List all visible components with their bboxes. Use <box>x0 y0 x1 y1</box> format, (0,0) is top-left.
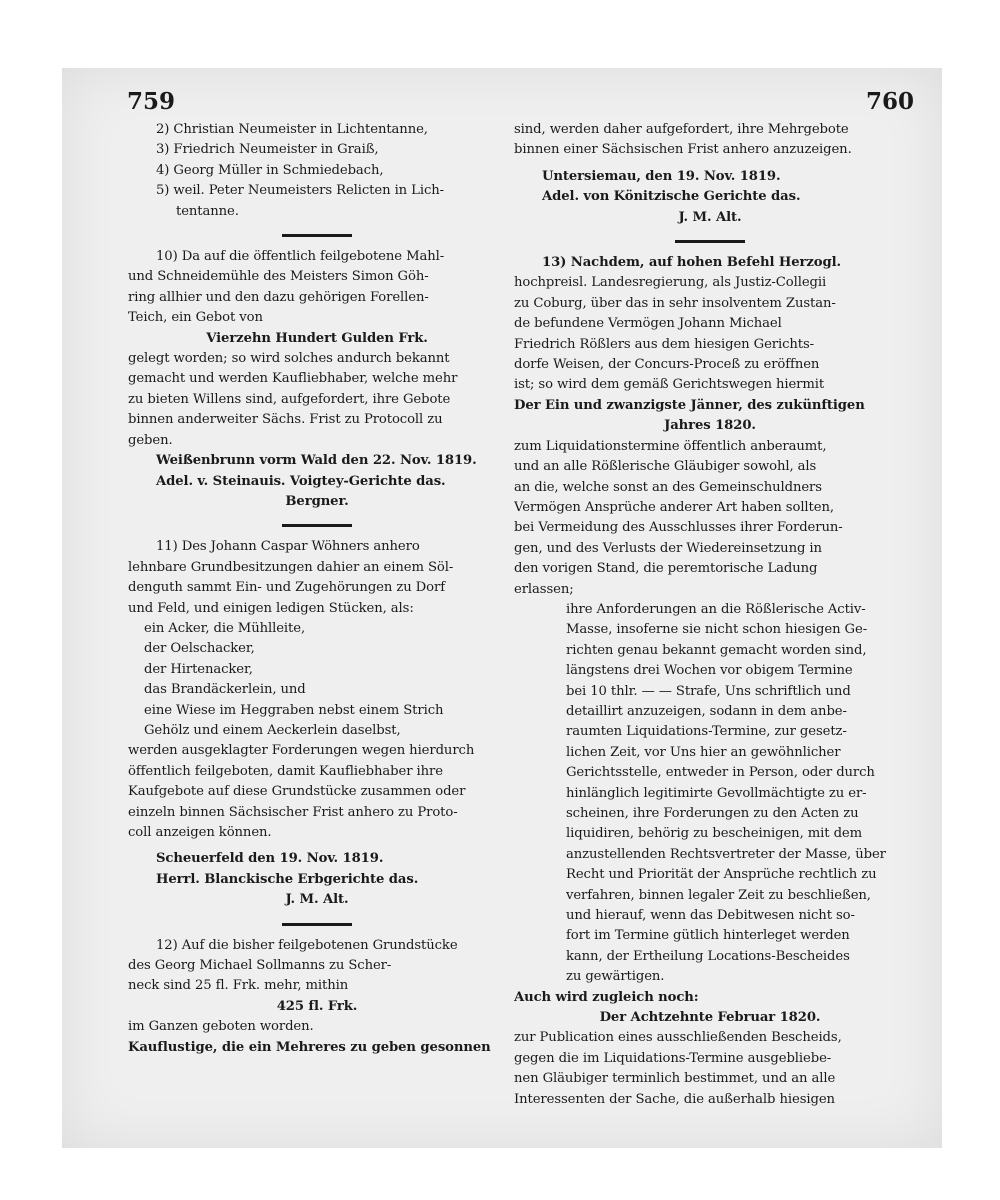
notice-line: bei Vermeidung des Ausschlusses ihrer Forderun- <box>514 520 843 536</box>
court-name: Adel. von Könitzische Gerichte das. <box>542 189 801 205</box>
summons-line: hinlänglich legitimirte Gevollmächtigte zu er- <box>566 785 867 801</box>
notice-11 <box>128 537 506 910</box>
notice-line: 12) Auf die bisher feilgebotenen Grundstücke <box>156 937 458 953</box>
notice-line: den vorigen Stand, die peremtorische Ladung <box>514 561 818 577</box>
summons-line: ihre Anforderungen an die Rößlerische Activ- <box>566 601 866 617</box>
list-item: tentanne. <box>176 203 239 219</box>
signature: J. M. Alt. <box>678 209 742 225</box>
notice-line: 11) Des Johann Caspar Wöhners anhero <box>156 539 420 555</box>
notice-line: Friedrich Rößlers aus dem hiesigen Gerichts- <box>514 336 815 352</box>
summons-line: Recht und Priorität der Ansprüche rechtlich zu <box>566 867 877 883</box>
notice-line: zur Publication eines ausschließenden Bescheids, <box>514 1030 842 1046</box>
notice-line: werden ausgeklagter Forderungen wegen hierdurch <box>128 743 475 759</box>
summons-line: lichen Zeit, vor Uns hier an gewöhnlicher <box>566 744 841 760</box>
summons-block <box>514 600 906 988</box>
place-date: Untersiemau, den 19. Nov. 1819. <box>542 168 781 184</box>
notice-line: Teich, ein Gebot von <box>128 310 263 326</box>
section-divider <box>282 524 352 527</box>
notice-line: de befundene Vermögen Johann Michael <box>514 316 782 332</box>
place-date: Weißenbrunn vorm Wald den 22. Nov. 1819. <box>156 453 477 469</box>
left-column <box>128 120 506 1058</box>
notice-line: einzeln binnen Sächsischer Frist anhero zu Proto- <box>128 804 458 820</box>
notice-line: gen, und des Verlusts der Wiedereinsetzung in <box>514 540 822 556</box>
right-column <box>514 120 906 1110</box>
list-item: 2) Christian Neumeister in Lichtentanne, <box>156 122 428 137</box>
notice-line: gelegt worden; so wird solches andurch bekannt <box>128 351 450 367</box>
notice-line: 10) Da auf die öffentlich feilgebotene Mahl- <box>156 249 445 265</box>
place-date: Scheuerfeld den 19. Nov. 1819. <box>156 851 384 867</box>
notice-line: lehnbare Grundbesitzungen dahier an einem Söl- <box>128 559 454 575</box>
page-number-left: 759 <box>127 88 176 115</box>
section-divider <box>282 234 352 237</box>
notice-line: Interessenten der Sache, die außerhalb hiesigen <box>514 1091 835 1107</box>
court-name: Herrl. Blanckische Erbgerichte das. <box>156 871 419 887</box>
notice-line: Auch wird zugleich noch: <box>514 989 699 1005</box>
notice-line: ring allhier und den dazu gehörigen Forellen- <box>128 289 429 305</box>
notice-line: und an alle Rößlerische Gläubiger sowohl, als <box>514 459 817 475</box>
heirs-list <box>128 120 506 222</box>
notice-line: Gehölz und einem Aeckerlein daselbst, <box>144 722 401 738</box>
summons-line: Gerichtsstelle, entweder in Person, oder durch <box>566 765 875 781</box>
summons-line: raumten Liquidations-Termine, zur gesetz- <box>566 724 847 740</box>
notice-line: Kaufgebote auf diese Grundstücke zusammen oder <box>128 784 466 800</box>
notice-line: coll anzeigen können. <box>128 825 272 840</box>
term-date-2: Der Achtzehnte Februar 1820. <box>599 1010 821 1026</box>
property-item: der Oelschacker, <box>144 641 255 657</box>
notice-line: dorfe Weisen, der Concurs-Proceß zu eröffnen <box>514 357 820 373</box>
notice-line: sind, werden daher aufgefordert, ihre Mehrgebote <box>514 122 849 137</box>
summons-line: liquidiren, behörig zu bescheinigen, mit dem <box>566 826 863 842</box>
list-item: 4) Georg Müller in Schmiedebach, <box>156 162 384 178</box>
notice-line: im Ganzen geboten worden. <box>128 1019 314 1035</box>
page-number-right: 760 <box>866 88 915 115</box>
summons-line: fort im Termine gütlich hinterleget werden <box>566 928 850 944</box>
summons-line: Masse, insoferne sie nicht schon hiesigen Ge- <box>566 622 868 638</box>
property-item: das Brandäckerlein, und <box>144 682 306 698</box>
notice-line: Kauflustige, die ein Mehreres zu geben gesonnen <box>128 1039 491 1055</box>
summons-line: verfahren, binnen legaler Zeit zu beschließen, <box>566 887 871 903</box>
notice-continuation <box>514 120 906 228</box>
notice-10 <box>128 247 506 512</box>
notice-line: neck sind 25 fl. Frk. mehr, mithin <box>128 978 349 994</box>
notice-line: an die, welche sonst an des Gemeinschuldners <box>514 479 822 495</box>
term-date: Der Ein und zwanzigste Jänner, des zukünftigen <box>514 397 865 413</box>
notice-line: ist; so wird dem gemäß Gerichtswegen hiermit <box>514 377 825 393</box>
court-name: Adel. v. Steinauis. Voigtey-Gerichte das. <box>156 473 446 489</box>
notice-line: und Feld, und einigen ledigen Stücken, als: <box>128 600 414 616</box>
notice-line: öffentlich feilgeboten, damit Kaufliebhaber ihre <box>128 763 443 779</box>
notice-line: Vermögen Ansprüche anderer Art haben sollten, <box>514 499 834 515</box>
list-item: 3) Friedrich Neumeister in Graiß, <box>156 142 379 158</box>
notice-line: denguth sammt Ein- und Zugehörungen zu Dorf <box>128 580 445 596</box>
notice-line: und Schneidemühle des Meisters Simon Göh- <box>128 269 429 285</box>
notice-line: des Georg Michael Sollmanns zu Scher- <box>128 958 392 974</box>
summons-line: richten genau bekannt gemacht worden sind, <box>566 642 867 658</box>
bid-amount: Vierzehn Hundert Gulden Frk. <box>206 330 428 346</box>
signature: J. M. Alt. <box>285 892 349 908</box>
list-item: 5) weil. Peter Neumeisters Relicten in Lich- <box>156 183 444 199</box>
summons-line: detaillirt anzuzeigen, sodann in dem anbe- <box>566 703 847 719</box>
summons-line: längstens drei Wochen vor obigem Termine <box>566 663 853 679</box>
term-year: Jahres 1820. <box>664 418 756 434</box>
notice-line: erlassen; <box>514 581 574 597</box>
property-item: ein Acker, die Mühlleite, <box>144 620 306 636</box>
notice-line: eine Wiese im Heggraben nebst einem Strich <box>144 702 444 718</box>
summons-line: scheinen, ihre Forderungen zu den Acten zu <box>566 806 859 821</box>
notice-12 <box>128 936 506 1058</box>
signature: Bergner. <box>285 493 349 509</box>
summons-line: anzustellenden Rechtsvertreter der Masse, über <box>566 846 886 862</box>
notice-line: hochpreisl. Landesregierung, als Justiz-Collegii <box>514 275 827 291</box>
bid-amount: 425 fl. Frk. <box>276 998 358 1014</box>
summons-line: und hierauf, wenn das Debitwesen nicht so- <box>566 908 855 924</box>
property-item: der Hirtenacker, <box>144 661 253 677</box>
notice-line: gegen die im Liquidations-Termine ausgebliebe- <box>514 1050 832 1066</box>
summons-line: kann, der Ertheilung Locations-Bescheides <box>566 948 850 964</box>
notice-line: zum Liquidationstermine öffentlich anberaumt, <box>514 438 827 454</box>
notice-line: binnen anderweiter Sächs. Frist zu Protocoll zu <box>128 412 443 428</box>
notice-line: 13) Nachdem, auf hohen Befehl Herzogl. <box>542 255 841 271</box>
notice-line: zu Coburg, über das in sehr insolventem Zustan- <box>514 295 836 311</box>
notice-13 <box>514 253 906 1110</box>
summons-line: bei 10 thlr. — — Strafe, Uns schriftlich und <box>566 683 851 699</box>
notice-line: zu bieten Willens sind, aufgefordert, ihre Gebote <box>128 391 451 407</box>
section-divider <box>282 923 352 926</box>
notice-line: nen Gläubiger terminlich bestimmet, und an alle <box>514 1071 836 1087</box>
notice-line: geben. <box>128 432 173 448</box>
notice-line: binnen einer Sächsischen Frist anhero anzuzeigen. <box>514 142 852 158</box>
section-divider <box>675 240 745 243</box>
notice-line: gemacht und werden Kaufliebhaber, welche mehr <box>128 371 458 387</box>
summons-line: zu gewärtigen. <box>566 969 665 985</box>
